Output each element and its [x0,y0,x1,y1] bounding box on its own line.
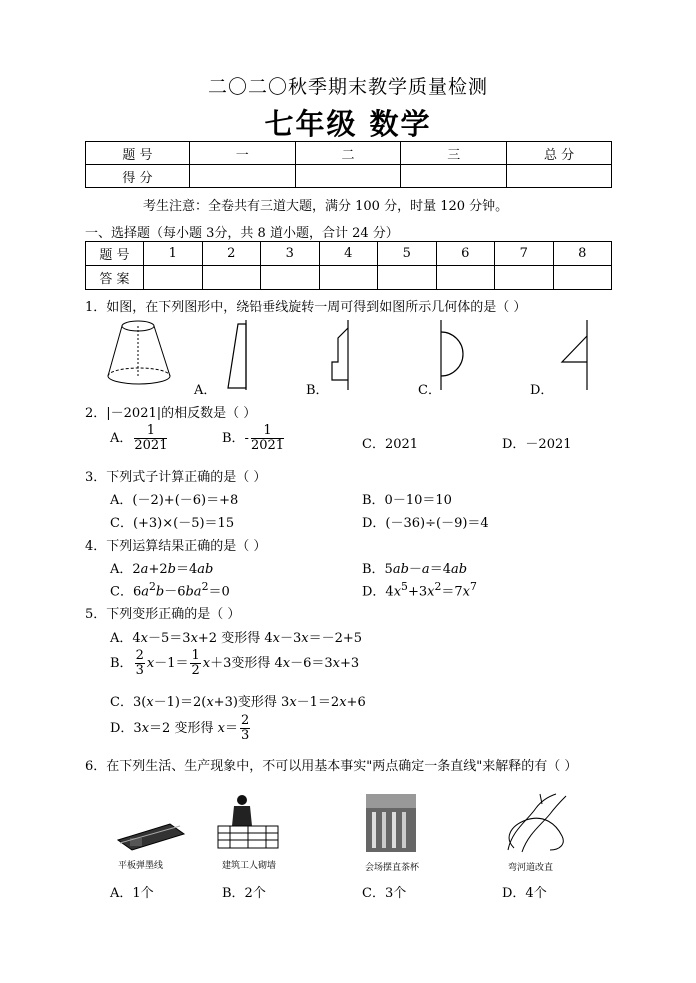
q2-option-d[interactable]: D．－2021 [502,437,572,452]
answer-table-number: 8 [553,242,612,266]
q4-option-b[interactable]: B．5ab－a＝4ab [362,562,468,577]
option-c-shape [441,320,463,390]
q6-caption-2: 建筑工人砌墙 [222,861,277,871]
q1-figures [100,318,600,394]
q4-option-d[interactable]: D．$4x^5+3x^2=7x^7$ [362,580,477,600]
answer-cell[interactable] [495,266,554,290]
score-cell[interactable] [507,165,612,188]
q2-a-numerator: 1 [134,424,167,439]
q2-option-b[interactable] [222,424,286,453]
exam-notice: 考生注意：全卷共有三道大题，满分 100 分，时量 120 分钟。 [143,199,509,214]
score-table-col-total: 总 分 [507,142,612,165]
q1-option-b[interactable]: B． [306,383,329,398]
option-a-shape [228,320,246,390]
q2-b-denominator: 2021 [250,438,285,453]
option-d-shape [562,320,587,390]
q6-option-c[interactable]: C．3个 [362,886,407,901]
q3-option-c[interactable]: C．(+3)×(－5)＝15 [110,516,235,531]
answer-cell[interactable] [553,266,612,290]
q6-illustrations [110,790,580,862]
q2-option-a[interactable] [110,424,169,453]
q1-option-a[interactable]: A． [194,383,217,398]
score-table-header-label: 题 号 [86,142,190,165]
q2-option-c[interactable]: C．2021 [362,437,419,452]
score-cell[interactable] [401,165,507,188]
q5-option-d[interactable]: D．3x＝2 变形得 x＝ $\frac{2}{3}$ [110,713,250,743]
q4-option-c[interactable]: C．$6a^2b-6ba^2=0$ [110,580,230,600]
score-row-label: 得 分 [86,165,190,188]
q1-option-d[interactable]: D． [530,383,554,398]
q3-option-a[interactable]: A．(－2)+(－6)＝+8 [110,493,239,508]
q6-option-a[interactable]: A．1个 [110,886,154,901]
q6-option-d[interactable]: D．4个 [502,886,547,901]
q6-caption-3: 会场摆直茶杯 [365,863,420,873]
answer-table-number: 2 [202,242,261,266]
score-table [85,141,612,188]
score-table-col-1: 一 [189,142,295,165]
answer-row-label: 答 案 [86,266,144,290]
answer-table [85,241,612,290]
q1-option-c[interactable]: C． [418,383,441,398]
answer-cell[interactable] [144,266,203,290]
q6-stem: 6．在下列生活、生产现象中，不可以用基本事实"两点确定一条直线"来解释的有（ ） [85,759,578,774]
answer-cell[interactable] [319,266,378,290]
q3-option-d[interactable]: D．(－36)÷(－9)＝4 [362,516,489,531]
score-cell[interactable] [189,165,295,188]
q5-stem: 5．下列变形正确的是（ ） [85,607,241,622]
q2-b-numerator: 1 [251,424,284,439]
answer-cell[interactable] [378,266,437,290]
answer-cell[interactable] [261,266,320,290]
q2-a-denominator: 2021 [134,438,168,453]
score-table-col-3: 三 [401,142,507,165]
q5-option-c[interactable]: C．3(x－1)＝2(x+3)变形得 3x－1＝2x+6 [110,695,366,710]
q4-option-a[interactable]: A．2a+2b＝4ab [110,562,214,577]
exam-title: 二〇二〇秋季期末教学质量检测 [207,76,488,98]
frustum-figure [108,321,170,384]
q5-option-b[interactable]: B． $\frac{2}{3}$ x－1＝ $\frac{1}{2}$ x＋3变形得 4x－6＝3x+3 [110,648,360,678]
answer-table-number: 3 [261,242,320,266]
section1-heading: 一、选择题（每小题 3分，共 8 道小题，合计 24 分） [85,226,399,241]
answer-cell[interactable] [202,266,261,290]
answer-cell[interactable] [436,266,495,290]
answer-table-number: 5 [378,242,437,266]
q6-option-b[interactable]: B．2个 [222,886,266,901]
option-b-shape [332,320,348,390]
answer-table-number: 7 [495,242,554,266]
q5-option-a[interactable]: A．4x－5＝3x+2 变形得 4x－3x＝－2+5 [110,631,363,646]
q4-stem: 4．下列运算结果正确的是（ ） [85,539,267,554]
subject-title: 七年级 数学 [264,107,432,141]
q3-option-b[interactable]: B．0－10＝10 [362,493,452,508]
bricklayer-picture [218,795,278,848]
q6-caption-4: 弯河道改直 [508,863,554,873]
score-cell[interactable] [295,165,401,188]
score-table-col-2: 二 [295,142,401,165]
meeting-cups-picture [366,794,416,852]
q1-stem: 1．如图，在下列图形中，绕铅垂线旋转一周可得到如图所示几何体的是（ ） [85,300,527,315]
answer-table-header-label: 题 号 [86,242,144,266]
q2-option-a-prefix: A． [110,431,133,446]
q6-caption-1: 平板弹墨线 [118,861,164,871]
q2-option-b-prefix: B．- [222,431,249,446]
plank-ink-line-picture [118,824,184,850]
answer-table-number: 4 [319,242,378,266]
answer-table-number: 6 [436,242,495,266]
q3-stem: 3．下列式子计算正确的是（ ） [85,470,267,485]
answer-table-number: 1 [144,242,203,266]
river-straightening-picture [508,794,566,852]
q2-stem: 2．|－2021|的相反数是（ ） [85,406,257,421]
